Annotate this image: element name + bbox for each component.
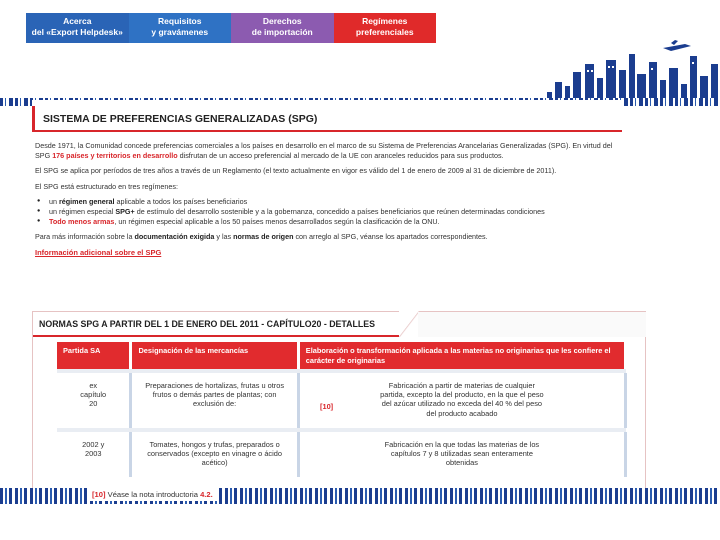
tab-regimenes[interactable] [334, 13, 437, 43]
tab-label: de importación [251, 27, 313, 37]
text: disfrutan de un acceso preferencial al mercado de la UE con aranceles reducidos para sus productos. [177, 150, 504, 160]
footnote-text: Véase la nota introductoria [105, 490, 201, 499]
footnote-note-link[interactable]: 4.2. [200, 490, 213, 499]
text: con arreglo al SPG, véanse los apartados correspondientes. [293, 232, 488, 242]
doc-title: SISTEMA DE PREFERENCIAS GENERALIZADAS (SPG) [43, 113, 318, 125]
column-header: Partida SA [57, 342, 131, 369]
doc-paragraph [35, 248, 620, 258]
cell-designacion: Preparaciones de hortalizas, frutas u otros frutos o demás partes de plantas; con exclusión de: [131, 373, 298, 428]
tab-export-helpdesk[interactable] [26, 13, 129, 43]
text: un régimen especial [49, 206, 116, 216]
cell-designacion: Tomates, hongos y trufas, preparados o conservados (excepto en vinagre o ácido acético) [131, 432, 298, 478]
regime-link[interactable]: régimen general [59, 197, 115, 207]
doc-paragraph: El SPG está estructurado en tres regímenes: [35, 181, 179, 191]
doc-body [35, 141, 620, 263]
origin-rules-link[interactable]: normas de origen [233, 232, 294, 242]
tab-requisitos[interactable] [129, 13, 232, 43]
regime-link[interactable]: Todo menos armas [49, 216, 115, 226]
rules-table [57, 342, 627, 477]
tab-derechos[interactable] [231, 13, 334, 43]
more-info-link[interactable]: Información adicional sobre el SPG [35, 247, 162, 257]
text: , un régimen especial aplicable a los 50 países menos desarrollados según la clasificación de la ONU. [114, 216, 440, 226]
tab-label: Regímenes [362, 16, 408, 26]
doc-paragraph [35, 141, 620, 160]
tab-label: preferenciales [355, 27, 414, 37]
list-item [35, 217, 620, 227]
list-item [35, 207, 620, 217]
text: Desde 1971, la Comunidad concede preferencias comerciales a los países en desarrollo en el marco de su Sistema de Preferencias Arancelarias Generalizadas (SPG). En virtud del SPG [35, 141, 613, 160]
doc-paragraph: El SPG se aplica por períodos de tres años a través de un Reglamento (el texto actualmente en vigor es válido del 1 de enero de 2009 al 31 de diciembre de 2011). [35, 166, 557, 176]
tab-label: Requisitos [158, 16, 202, 26]
tab-label: Derechos [262, 16, 302, 26]
cell-partida: 2002 y 2003 [57, 432, 131, 478]
skyline-illustration [545, 34, 720, 106]
panel-header [33, 312, 399, 337]
top-nav [26, 13, 436, 43]
note-reference-link[interactable]: [10] [320, 402, 334, 411]
text: de estímulo del desarrollo sostenible y a la gobernanza, concedido a países beneficiarios que reúnen determinadas condiciones [134, 206, 545, 216]
table-header-row [57, 342, 626, 369]
text: aplicable a todos los países beneficiarios [114, 197, 248, 207]
list-item [35, 197, 620, 207]
doc-paragraph [35, 232, 620, 242]
table-row [57, 432, 626, 478]
countries-link[interactable]: 176 países y territorios en desarrollo [52, 150, 178, 160]
footnote-ref[interactable]: [10] [92, 490, 106, 499]
regimes-list [35, 197, 620, 226]
regime-link[interactable]: SPG+ [115, 206, 135, 216]
table-row [57, 373, 626, 428]
cell-partida: ex capítulo 20 [57, 373, 131, 428]
panel-header-shade [418, 312, 646, 337]
documentation-link[interactable]: documentación exigida [134, 232, 215, 242]
doc-title-bar [32, 106, 622, 132]
tab-label: del «Export Helpdesk» [31, 27, 123, 37]
cell-elaboracion: Fabricación a partir de materias de cualquier partida, excepto la del producto, en la que el peso del azúcar utilizado no exceda del 40 % del peso del producto acabado [298, 373, 625, 428]
panel-title: NORMAS SPG A PARTIR DEL 1 DE ENERO DEL 2011 - CAPÍTULO20 - DETALLES [39, 319, 375, 329]
column-header: Designación de las mercancías [131, 342, 298, 369]
cell-elaboracion: Fabricación en la que todas las materias de los capítulos 7 y 8 utilizadas sean enteramente obtenidas [298, 432, 625, 478]
text: Para más información sobre la [35, 232, 135, 242]
spg-document-panel [32, 100, 622, 300]
column-header: Elaboración o transformación aplicada a las materias no originarias que les confiere el carácter de originarias [298, 342, 625, 369]
spg-rules-panel [32, 311, 646, 503]
tab-label: Acerca [63, 16, 92, 26]
footnote [88, 488, 217, 501]
text: y las [214, 232, 234, 242]
text: un [49, 197, 59, 207]
tab-label: y gravámenes [151, 27, 209, 37]
